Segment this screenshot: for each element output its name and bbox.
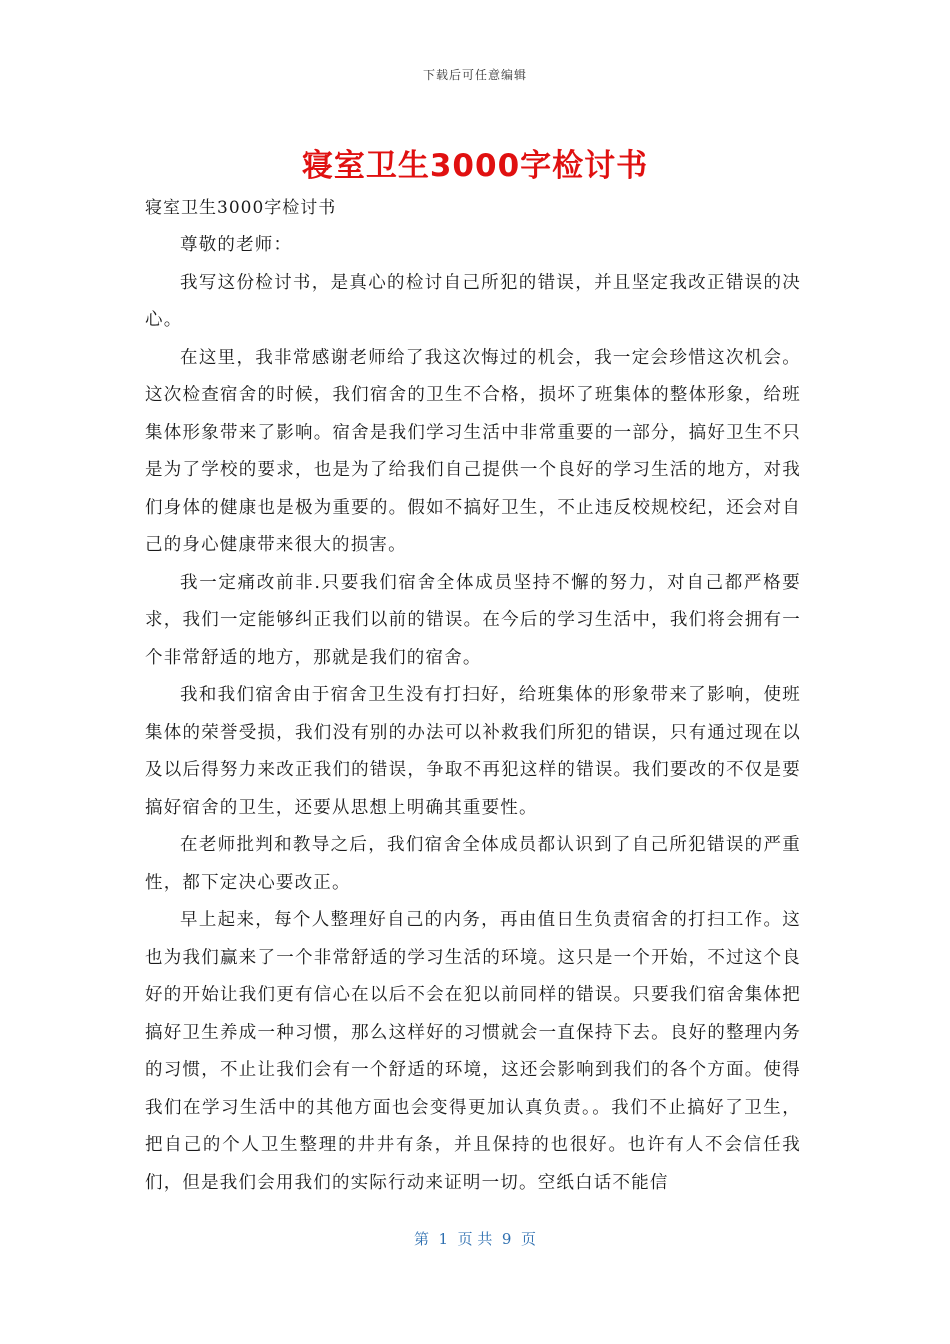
paragraph: 我和我们宿舍由于宿舍卫生没有打扫好，给班集体的形象带来了影响，使班集体的荣誉受损，我们没有别的办法可以补救我们所犯的错误，只有通过现在以及以后得努力来改正我们的错误，争取不再犯这样的错误。我们要改的不仅是要搞好宿舍的卫生，还要从思想上明确其重要性。 (145, 685, 801, 818)
document-title: 寝室卫生3000字检讨书 (301, 148, 649, 184)
paragraph: 在老师批判和教导之后，我们宿舍全体成员都认识到了自己所犯错误的严重性，都下定决心要改正。 (145, 835, 801, 893)
paragraph: 我写这份检讨书，是真心的检讨自己所犯的错误，并且坚定我改正错误的决心。 (145, 272, 801, 330)
salutation: 尊敬的老师： (180, 235, 293, 255)
page-footer: 第 1 页 共 9 页 (414, 1230, 536, 1248)
document-body (145, 190, 801, 1202)
paragraph: 早上起来，每个人整理好自己的内务，再由值日生负责宿舍的打扫工作。这也为我们赢来了一个非常舒适的学习生活的环境。这只是一个开始，不过这个良好的开始让我们更有信心在以后不会在犯以前同样的错误。只要我们宿舍集体把搞好卫生养成一种习惯，那么这样好的习惯就会一直保持下去。良好的整理内务的习惯，不止让我们会有一个舒适的环境，这还会影响到我们的各个方面。使得我们在学习生活中的其他方面也会变得更加认真负责。。我们不止搞好了卫生，把自己的个人卫生整理的井井有条，并且保持的也很好。也许有人不会信任我们，但是我们会用我们的实际行动来证明一切。空纸白话不能信 (145, 910, 801, 1193)
paragraph: 我一定痛改前非.只要我们宿舍全体成员坚持不懈的努力，对自己都严格要求，我们一定能够纠正我们以前的错误。在今后的学习生活中，我们将会拥有一个非常舒适的地方，那就是我们的宿舍。 (145, 572, 801, 668)
header-note: 下载后可任意编辑 (422, 68, 527, 82)
paragraph: 在这里，我非常感谢老师给了我这次悔过的机会，我一定会珍惜这次机会。这次检查宿舍的时候，我们宿舍的卫生不合格，损坏了班集体的整体形象，给班集体形象带来了影响。宿舍是我们学习生活中非常重要的一部分，搞好卫生不只是为了学校的要求，也是为了给我们自己提供一个良好的学习生活的地方，对我们身体的健康也是极为重要的。假如不搞好卫生，不止违反校规校纪，还会对自己的身心健康带来很大的损害。 (145, 347, 801, 555)
document-subtitle: 寝室卫生3000字检讨书 (145, 198, 337, 218)
